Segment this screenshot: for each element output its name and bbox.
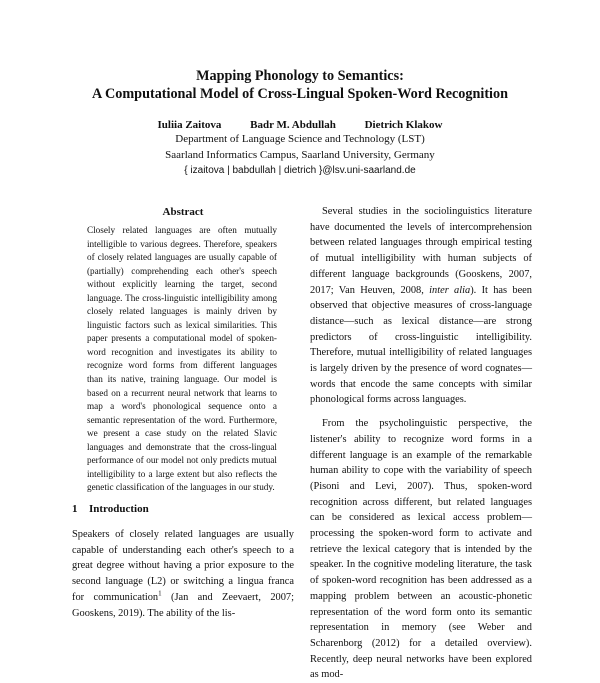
- footnote-mark: 1: [158, 589, 162, 598]
- affiliation-line-1: Department of Language Science and Technology (LST): [175, 133, 425, 145]
- author-email: { izaitova | babdullah | dietrich }@lsv.uni-saarland.de: [184, 165, 416, 176]
- abstract-heading: Abstract: [162, 206, 204, 218]
- para1-part-2: ). It has been observed that objective measures of cross-language distance—such as lexical distance—are strong predictors of cross-linguistic intelligibility. Therefore, mutual intelligibility of related languages is largely driven by the presence of word cognates—words that encode the same concepts with similar phonological forms across languages.: [310, 284, 532, 406]
- title-line-1: Mapping Phonology to Semantics:: [196, 68, 404, 84]
- author-list: [0, 118, 600, 132]
- title-line-2: A Computational Model of Cross-Lingual Spoken-Word Recognition: [92, 86, 508, 102]
- para1-italic: inter alia: [429, 284, 471, 296]
- introduction-paragraph: [72, 527, 294, 621]
- author-2: Badr M. Abdullah: [250, 119, 336, 131]
- right-column: [310, 204, 532, 683]
- author-3: Dietrich Klakow: [364, 119, 443, 131]
- affiliation-block: [0, 132, 600, 179]
- para1-part-1: Several studies in the sociolinguistics literature have documented the levels of intercomprehension between related languages through empirical testing of mutual intelligibility with human subjects of different language backgrounds (Gooskens, 2007, 2017; Van Heuven, 2008,: [310, 206, 532, 296]
- author-1: Iuliia Zaitova: [157, 119, 222, 131]
- intro-text-part-1: Speakers of closely related languages are usually capable of understanding each other's speech to a great degree without having a prior exposure to the second language (L2) or switching a lingua franca for communication: [72, 529, 294, 603]
- right-paragraph-2: From the psycholinguistic perspective, the listener's ability to recognize word forms in a different language is an example of the remarkable human ability to cope with the variability of speech (Pisoni and Levi, 2007). Thus, spoken-word recognition across different, but related languages can be considered as lexical access problem—processing the spoken-word form to activate and retrieve the lexical category that is intended by the speaker. In the cognitive modeling literature, the task of spoken-word recognition has been addressed as a mapping problem between an acoustic-phonetic representation of the word form onto its semantic representation in memory (see Weber and Scharenborg (2012) for a detailed overview). Recently, deep neural networks have been explored as mod-: [310, 418, 532, 681]
- section-title: Introduction: [89, 503, 149, 515]
- introduction-body: [72, 527, 294, 621]
- intro-text-part-2: (Jan and Zeevaert, 2007; Gooskens, 2019). The ability of the lis-: [72, 591, 294, 619]
- section-heading-introduction: [72, 503, 149, 515]
- section-number: 1: [72, 503, 78, 515]
- paper-title: [0, 67, 600, 103]
- affiliation-line-2: Saarland Informatics Campus, Saarland University, Germany: [165, 148, 435, 161]
- abstract-text: Closely related languages are often mutually intelligible to various degrees. Therefore, speakers of closely related languages are usually capable of (partially) comprehending each other's speech without explicitly learning the target, second language. The cross-linguistic intelligibility among closely related languages is mainly driven by linguistic factors such as lexical similarities. This paper presents a computational model of spoken-word recognition and investigates its ability to recognize word forms from different languages than its native, training language. Our model is based on a recurrent neural network that learns to map a word's phonological sequence onto a semantic representation of the word. Furthermore, we present a case study on the related Slavic languages and demonstrate that the cross-lingual performance of our model not only predicts mutual intelligibility to a large extent but also reflects the genetic classification of the languages in our study.: [87, 225, 277, 493]
- right-paragraph-1: [310, 204, 532, 408]
